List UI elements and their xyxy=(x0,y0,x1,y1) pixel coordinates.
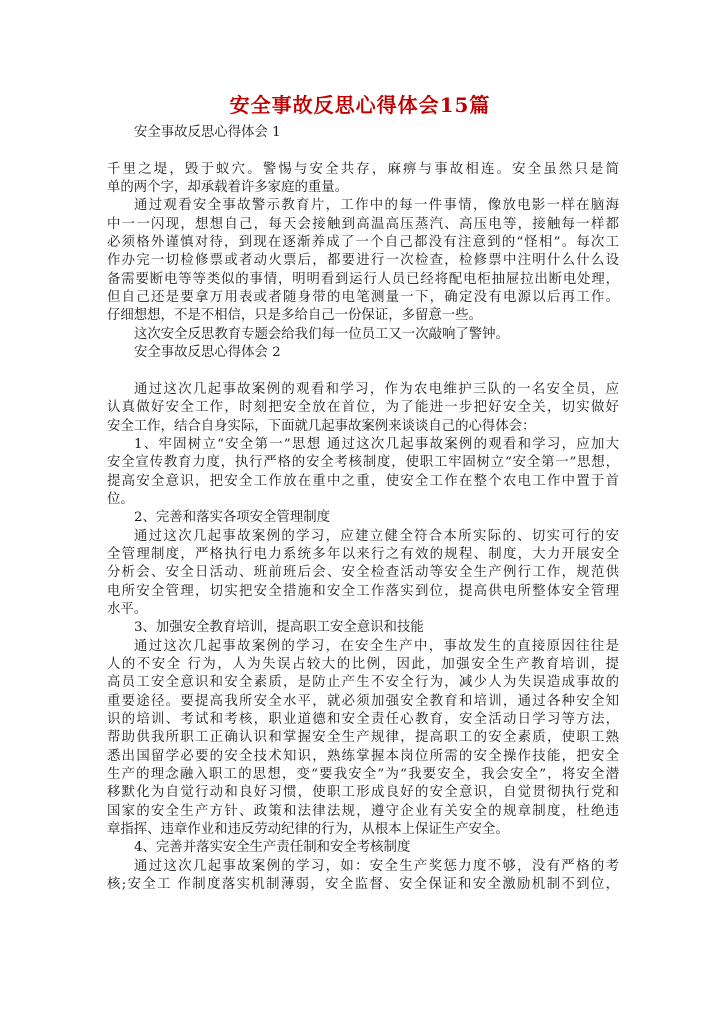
paragraph-line: 帮助供我所职工正确认识和掌握安全生产规律，提高职工的安全素质，使职工熟 xyxy=(107,730,619,746)
paragraph-line: 章指挥、违章作业和违反劳动纪律的行为，从根本上保证生产安全。 xyxy=(107,822,509,838)
paragraph-line: 这次安全反思教育专题会给我们每一位员工又一次敲响了警钟。 xyxy=(134,326,509,342)
paragraph-line: 电所安全管理，切实把安全措施和安全工作落实到位，提高供电所整体安全管理 xyxy=(107,583,619,599)
paragraph-line: 安全宣传教育力度，执行严格的安全考核制度，使职工牢固树立“安全第一”思想， xyxy=(107,455,619,471)
paragraph-line: 但自己还是要拿万用表或者随身带的电笔测量一下，确定没有电源以后再工作。 xyxy=(107,290,619,306)
paragraph-line: 人的不安全 行为，人为失误占较大的比例，因此，加强安全生产教育培训，提 xyxy=(107,656,619,672)
paragraph-line: 单的两个字，却承载着许多家庭的重量。 xyxy=(107,180,349,196)
paragraph-line: 1、牢固树立“安全第一”思想 通过这次几起事故案例的观看和学习，应加大 xyxy=(134,436,619,452)
paragraph-line: 必须格外谨慎对待，到现在逐渐养成了一个自己都没有注意到的“怪相”。每次工 xyxy=(107,235,619,251)
paragraph-line: 分析会、安全日活动、班前班后会、安全检查活动等安全生产例行工作，规范供 xyxy=(107,565,619,581)
paragraph-line: 全管理制度，严格执行电力系统多年以来行之有效的规程、制度，大力开展安全 xyxy=(107,546,619,562)
blank-line xyxy=(107,362,619,380)
paragraph-line: 生产的理念融入职工的思想，变“要我安全”为“我要安全，我会安全”，将安全潜 xyxy=(107,767,619,783)
paragraph-line: 位。 xyxy=(107,491,134,507)
paragraph-line: 水平。 xyxy=(107,601,148,617)
paragraph-line: 通过观看安全事故警示教育片，工作中的每一件事情，像放电影一样在脑海 xyxy=(134,198,619,214)
paragraph-line: 通过这次几起事故案例的学习，如：安全生产奖惩力度不够，没有严格的考 xyxy=(134,858,619,874)
paragraph-line: 国家的安全生产方针、政策和法律法规，遵守企业有关安全的规章制度，杜绝违 xyxy=(107,803,619,819)
paragraph-line: 通过这次几起事故案例的学习，应建立健全符合本所实际的、切实可行的安 xyxy=(134,528,619,544)
section-heading-2: 安全事故反思心得体会 2 xyxy=(134,345,281,361)
paragraph-line: 识的培训、考试和考核，职业道德和安全责任心教育，安全活动日学习等方法， xyxy=(107,712,619,727)
subheading: 2、完善和落实各项安全管理制度 xyxy=(134,510,330,526)
paragraph-line: 通过这次几起事故案例的观看和学习，作为农电维护三队的一名安全员，应 xyxy=(134,381,619,397)
document-body xyxy=(107,124,619,894)
paragraph-line: 备需要断电等等类似的事情，明明看到运行人员已经将配电柜抽屉拉出断电处理， xyxy=(107,271,619,287)
paragraph-line: 移默化为自觉行动和良好习惯，使职工形成良好的安全意识，自觉贯彻执行党和 xyxy=(107,785,619,801)
paragraph-line: 重要途径。要提高我所安全水平，就必须加强安全教育和培训，通过各种安全知 xyxy=(107,693,619,709)
paragraph-line: 通过这次几起事故案例的学习，在安全生产中，事故发生的直接原因往往是 xyxy=(134,638,619,654)
paragraph-line: 中一一闪现，想想自己，每天会接触到高温高压蒸汽、高压电等，接触每一样都 xyxy=(107,216,619,232)
paragraph-line: 提高安全意识，把安全工作放在重中之重，使安全工作在整个农电工作中置于首 xyxy=(107,473,619,489)
paragraph-line: 悉出国留学必要的安全技术知识，熟练掌握本岗位所需的安全操作技能，把安全 xyxy=(107,748,619,764)
document-title: 安全事故反思心得体会15篇 xyxy=(229,93,491,117)
paragraph-line: 作办完一切检修票或者动火票后，都要进行一次检查，检修票中注明什么什么设 xyxy=(107,253,619,269)
paragraph-line: 安全工作，结合自身实际，下面就几起事故案例来谈谈自己的心得体会： xyxy=(107,418,536,434)
paragraph-line: 认真做好安全工作，时刻把安全放在首位，为了能进一步把好安全关，切实做好 xyxy=(107,400,619,416)
paragraph-line: 高员工安全意识和安全素质，是防止产生不安全行为，减少人为失误造成事故的 xyxy=(107,675,619,691)
section-heading-1: 安全事故反思心得体会 1 xyxy=(134,125,281,140)
blank-line xyxy=(107,142,619,160)
subheading: 3、加强安全教育培训，提高职工安全意识和技能 xyxy=(134,620,424,636)
subheading: 4、完善并落实安全生产责任制和安全考核制度 xyxy=(134,840,411,856)
paragraph-line: 核;安全工 作制度落实机制薄弱，安全监督、安全保证和安全激励机制不到位， xyxy=(107,877,619,893)
paragraph-line: 千里之堤，毁于蚁穴。警惕与安全共存，麻痹与事故相连。安全虽然只是简 xyxy=(107,161,619,177)
paragraph-line: 仔细想想，不是不相信，只是多给自己一份保证，多留意一些。 xyxy=(107,308,482,324)
